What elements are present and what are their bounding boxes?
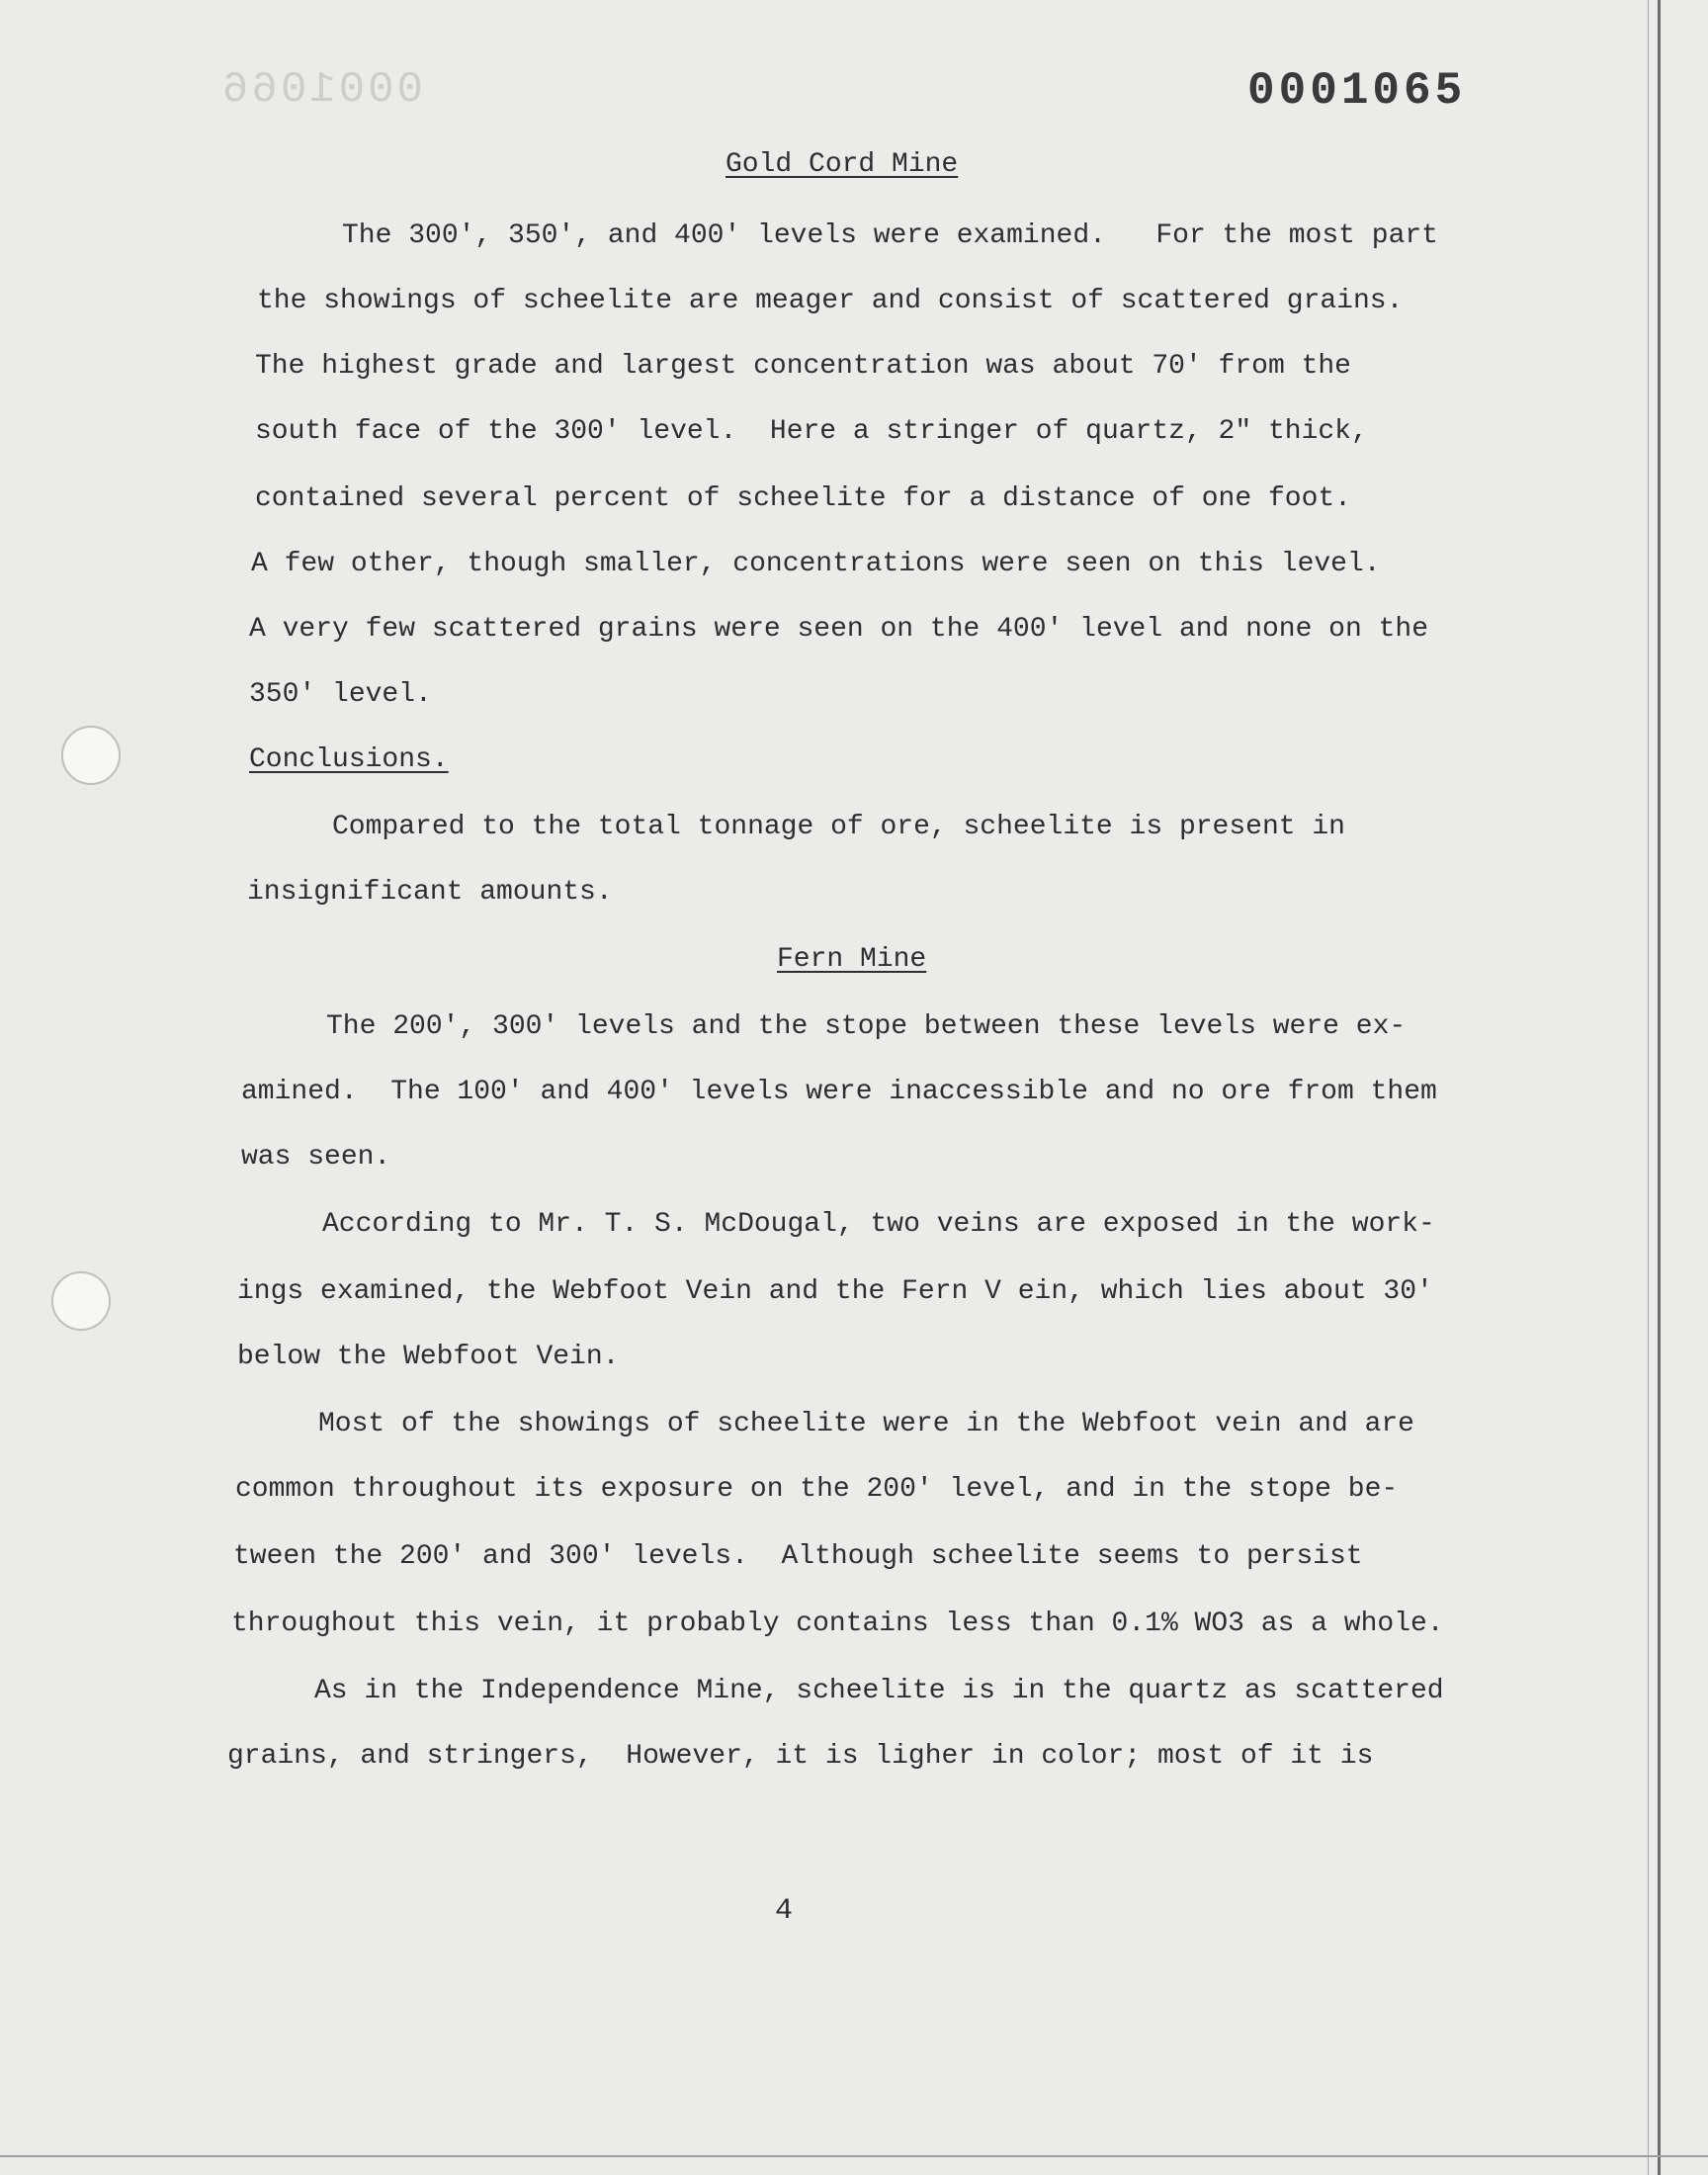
- text-line: According to Mr. T. S. McDougal, two veins are exposed in the work-: [322, 1209, 1435, 1240]
- text-line: contained several percent of scheelite for a distance of one foot.: [255, 483, 1351, 514]
- text-line: below the Webfoot Vein.: [237, 1342, 620, 1372]
- text-line: common throughout its exposure on the 200' level, and in the stope be-: [235, 1474, 1399, 1505]
- text-line: The highest grade and largest concentration was about 70' from the: [255, 351, 1351, 382]
- punch-hole-icon: [61, 726, 121, 785]
- text-line: amined. The 100' and 400' levels were inaccessible and no ore from them: [241, 1077, 1437, 1107]
- punch-hole-icon: [51, 1271, 111, 1331]
- text-line: throughout this vein, it probably contains less than 0.1% WO3 as a whole.: [231, 1609, 1444, 1639]
- heading-fern-mine: Fern Mine: [777, 944, 927, 975]
- page-edge-shadow: [1658, 0, 1661, 2175]
- page-bottom-edge: [0, 2155, 1708, 2157]
- text-line: ings examined, the Webfoot Vein and the Fern V ein, which lies about 30': [237, 1276, 1433, 1307]
- text-line: was seen.: [241, 1142, 391, 1173]
- document-number: 0001065: [1247, 65, 1467, 117]
- text-line: A few other, though smaller, concentrations were seen on this level.: [251, 549, 1381, 579]
- page-number: 4: [775, 1894, 794, 1928]
- text-line: the showings of scheelite are meager and consist of scattered grains.: [257, 286, 1404, 316]
- text-line: insignificant amounts.: [247, 877, 613, 908]
- text-line: 350' level.: [249, 679, 432, 710]
- text-line: Most of the showings of scheelite were in the Webfoot vein and are: [318, 1409, 1414, 1439]
- bleed-through-number: 0001066: [219, 65, 423, 115]
- text-line: The 200', 300' levels and the stope between these levels were ex-: [326, 1011, 1407, 1042]
- text-line: south face of the 300' level. Here a stringer of quartz, 2" thick,: [255, 416, 1368, 447]
- text-line: Compared to the total tonnage of ore, scheelite is present in: [332, 812, 1345, 842]
- text-line: tween the 200' and 300' levels. Although scheelite seems to persist: [233, 1541, 1363, 1572]
- heading-conclusions: Conclusions.: [249, 744, 449, 775]
- text-line: A very few scattered grains were seen on the 400' level and none on the: [249, 614, 1428, 645]
- text-line: grains, and stringers, However, it is ligher in color; most of it is: [227, 1741, 1374, 1772]
- text-line: The 300', 350', and 400' levels were examined. For the most part: [342, 220, 1438, 251]
- page-edge-line: [1648, 0, 1649, 2175]
- heading-gold-cord-mine: Gold Cord Mine: [726, 149, 959, 180]
- text-line: As in the Independence Mine, scheelite is in the quartz as scattered: [314, 1676, 1444, 1706]
